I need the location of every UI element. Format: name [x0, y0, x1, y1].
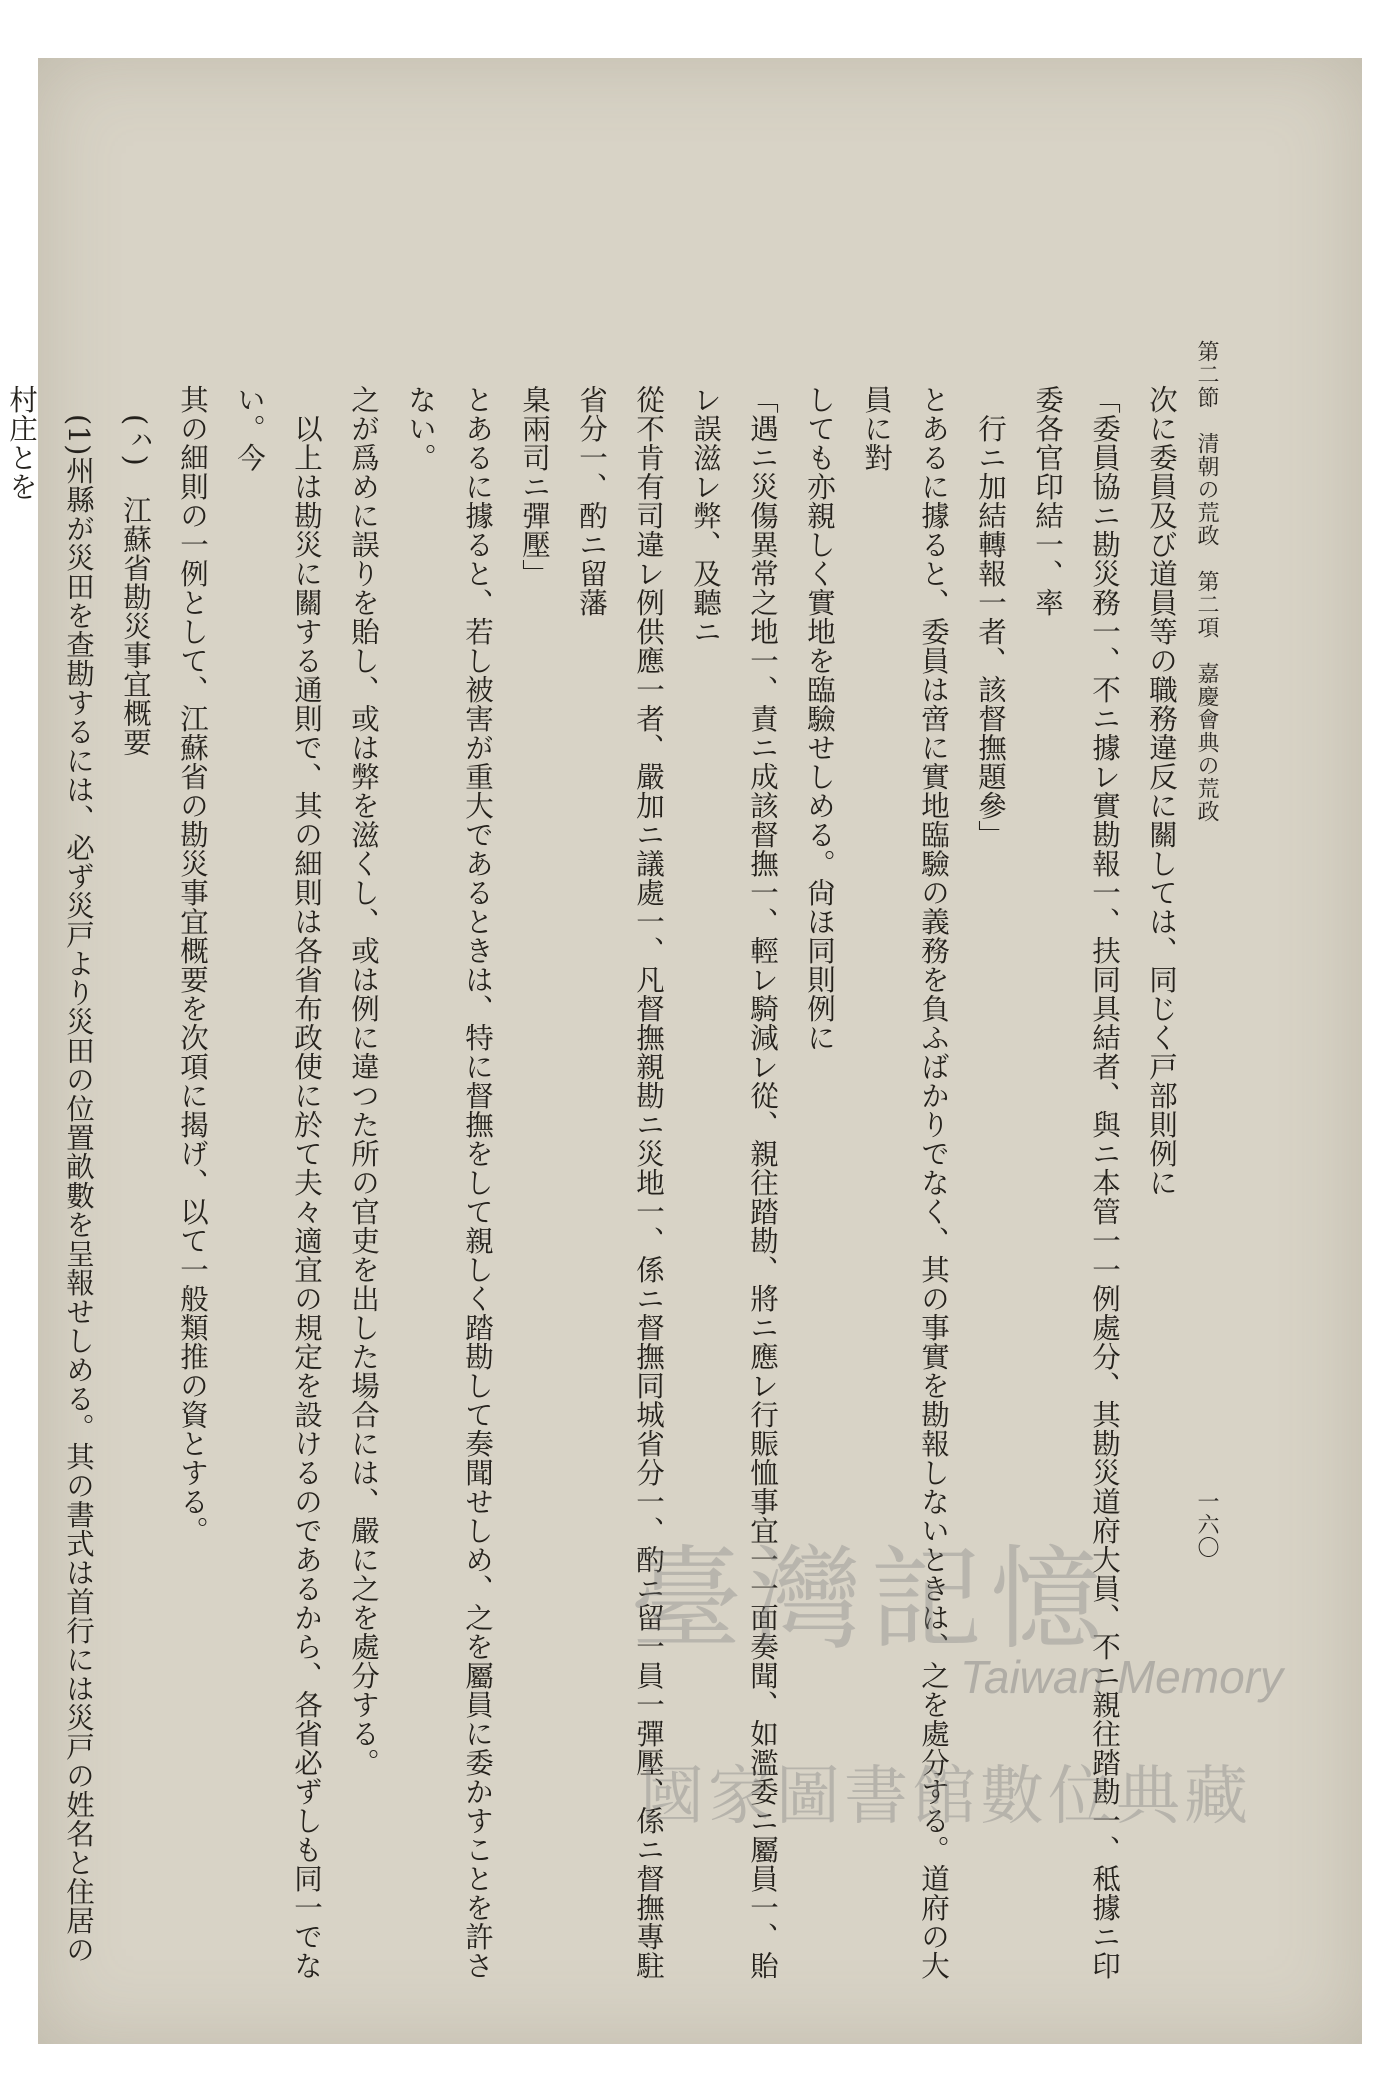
- paragraph: とあるに據ると、若し被害が重大であるときは、特に督撫をして親しく踏勘して奏聞せしめ、之を屬員に委かすことを許さない。: [404, 385, 494, 1980]
- watermark-national-library: 國家圖書館數位典藏: [640, 1760, 1252, 1834]
- body-text-column: [0, 385, 1190, 1980]
- quoted-regulation: 「遇ニ災傷異常之地一、責ニ成該督撫一、輕レ騎減レ從、親往踏勘、將ニ應レ行賑恤事宜一一面奏聞、如濫委ニ屬員一、貽レ誤滋レ弊、及聽ニ: [689, 385, 779, 1980]
- paragraph: とあるに據ると、委員は啻に實地臨驗の義務を負ふばかりでなく、其の事實を勘報しないときは、之を處分する。道府の大員に對: [860, 385, 950, 1980]
- section-heading: (ㇵ) 江蘇省勘災事宜概要: [119, 413, 152, 756]
- watermark-taiwan-memory-english: Taiwan Memory: [960, 1651, 1283, 1703]
- paragraph: 次に委員及び道員等の職務違反に關しては、同じく戸部則例に: [1145, 385, 1178, 1197]
- quoted-regulation: 「委員協ニ勘災務一、不ニ據レ實勘報一、扶同具結者、與ニ本管一一例處分、其勘災道府大員、不ニ親往踏勘一、秪據ニ印委各官印結一、率: [1031, 385, 1121, 1980]
- running-header-title: 第二節 清朝の荒政 第二項 嘉慶會典の荒政: [1194, 340, 1219, 823]
- watermark-taiwan-memory-chinese: 臺灣記憶: [630, 1535, 1110, 1665]
- paragraph: 以上は勘災に關する通則で、其の細則は各省布政使に於て夫々適宜の規定を設けるのであるから、各省必ずしも同一でない。今: [233, 385, 323, 1980]
- page-number: 一六〇: [1194, 1490, 1219, 1559]
- paragraph: 其の細則の一例として、江蘇省の勘災事宜概要を次項に揭げ、以て一般類推の資とする。: [176, 385, 209, 1545]
- quoted-regulation-cont: 從不肯有司違レ例供應一者、嚴加ニ議處一、凡督撫親勘ニ災地一、係ニ督撫同城省分一、酌ニ留一員一彈壓、係ニ督撫專駐省分一、酌ニ留藩: [575, 385, 665, 1980]
- paragraph: しても亦親しく實地を臨驗せしめる。尙ほ同則例に: [803, 385, 836, 1052]
- quoted-regulation-cont: 行ニ加結轉報一者、該督撫題參」: [974, 413, 1007, 849]
- quoted-regulation-cont: 臬兩司ニ彈壓」: [518, 385, 551, 588]
- list-item: (1)州縣が災田を查勘するには、必ず災戸より災田の位置畝數を呈報せしめる。其の書式は首行には災戸の姓名と住居の村庄とを: [5, 385, 95, 1964]
- paragraph: 之が爲めに誤りを貽し、或は弊を滋くし、或は例に違つた所の官吏を出した場合には、嚴に之を處分する。: [347, 385, 380, 1777]
